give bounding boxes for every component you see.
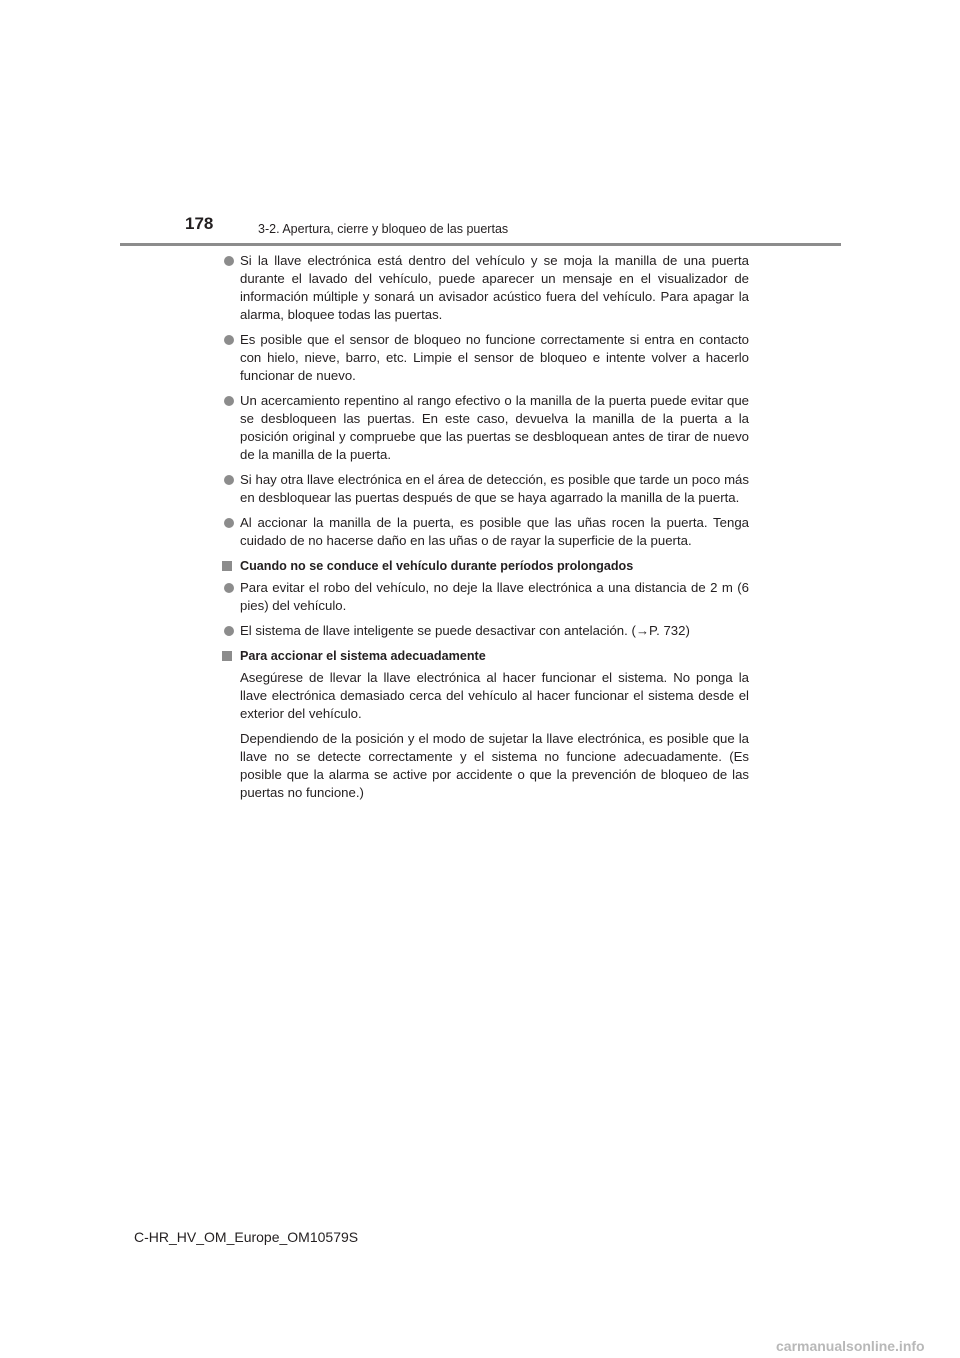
- circle-bullet-icon: [224, 335, 234, 345]
- bullet-text: Al accionar la manilla de la puerta, es posible que las uñas rocen la puerta. Tenga cuidado de no hacerse daño en las uñas o de rayar la superficie de la puerta.: [240, 515, 749, 548]
- bullet-text: Un acercamiento repentino al rango efectivo o la manilla de la puerta puede evitar que se desbloqueen las puertas. En este caso, devuelva la manilla de la puerta a la posición original y compruebe que las puertas se desbloquean antes de tirar de nuevo de la manilla de la puerta.: [240, 393, 749, 462]
- circle-bullet-icon: [224, 518, 234, 528]
- heading-text: Cuando no se conduce el vehículo durante períodos prolongados: [240, 559, 634, 573]
- circle-bullet-icon: [224, 626, 234, 636]
- list-item: [222, 252, 749, 324]
- bullet-text: Si la llave electrónica está dentro del vehículo y se moja la manilla de una puerta durante el lavado del vehículo, puede aparecer un mensaje en el visualizador de información múltiple y sonará un avisador acústico fuera del vehículo. Para apagar la alarma, bloquee todas las puertas.: [240, 253, 749, 322]
- list-item: [222, 622, 749, 640]
- circle-bullet-icon: [224, 475, 234, 485]
- section-heading: [222, 647, 749, 665]
- list-item: [222, 514, 749, 550]
- list-item: [222, 579, 749, 615]
- circle-bullet-icon: [224, 583, 234, 593]
- bullet-text: Para evitar el robo del vehículo, no deje la llave electrónica a una distancia de 2 m (6 pies) del vehículo.: [240, 580, 749, 613]
- section-heading: [222, 557, 749, 575]
- page-number: 178: [185, 214, 214, 233]
- bullet-text: Es posible que el sensor de bloqueo no funcione correctamente si entra en contacto con hielo, nieve, barro, etc. Limpie el sensor de bloqueo e intente volver a hacerlo funcionar de nuevo.: [240, 332, 749, 383]
- bullet-text: Si hay otra llave electrónica en el área de detección, es posible que tarde un poco más en desbloquear las puertas después de que se haya agarrado la manilla de la puerta.: [240, 472, 749, 505]
- section-title: 3-2. Apertura, cierre y bloqueo de las puertas: [258, 222, 509, 236]
- list-item: [222, 471, 749, 507]
- list-item: [222, 392, 749, 464]
- paragraph: Dependiendo de la posición y el modo de sujetar la llave electrónica, es posible que la llave no se detecte correctamente y el sistema no funcione adecuadamente. (Es posible que la alarma se active por accidente o que la prevención de bloqueo de las puertas no funcione.): [240, 731, 749, 800]
- header-divider: [120, 243, 841, 246]
- page-content: [222, 252, 749, 809]
- heading-text: Para accionar el sistema adecuadamente: [240, 649, 486, 663]
- circle-bullet-icon: [224, 396, 234, 406]
- list-item: [222, 331, 749, 385]
- document-code: C-HR_HV_OM_Europe_OM10579S: [134, 1229, 359, 1245]
- circle-bullet-icon: [224, 256, 234, 266]
- paragraph: Asegúrese de llevar la llave electrónica al hacer funcionar el sistema. No ponga la llave electrónica demasiado cerca del vehículo al hacer funcionar el sistema desde el exterior del vehículo.: [240, 670, 749, 721]
- square-bullet-icon: [222, 651, 232, 661]
- square-bullet-icon: [222, 561, 232, 571]
- watermark: carmanualsonline.info: [776, 1338, 925, 1354]
- bullet-text: El sistema de llave inteligente se puede desactivar con antelación. (→P. 732): [240, 623, 690, 638]
